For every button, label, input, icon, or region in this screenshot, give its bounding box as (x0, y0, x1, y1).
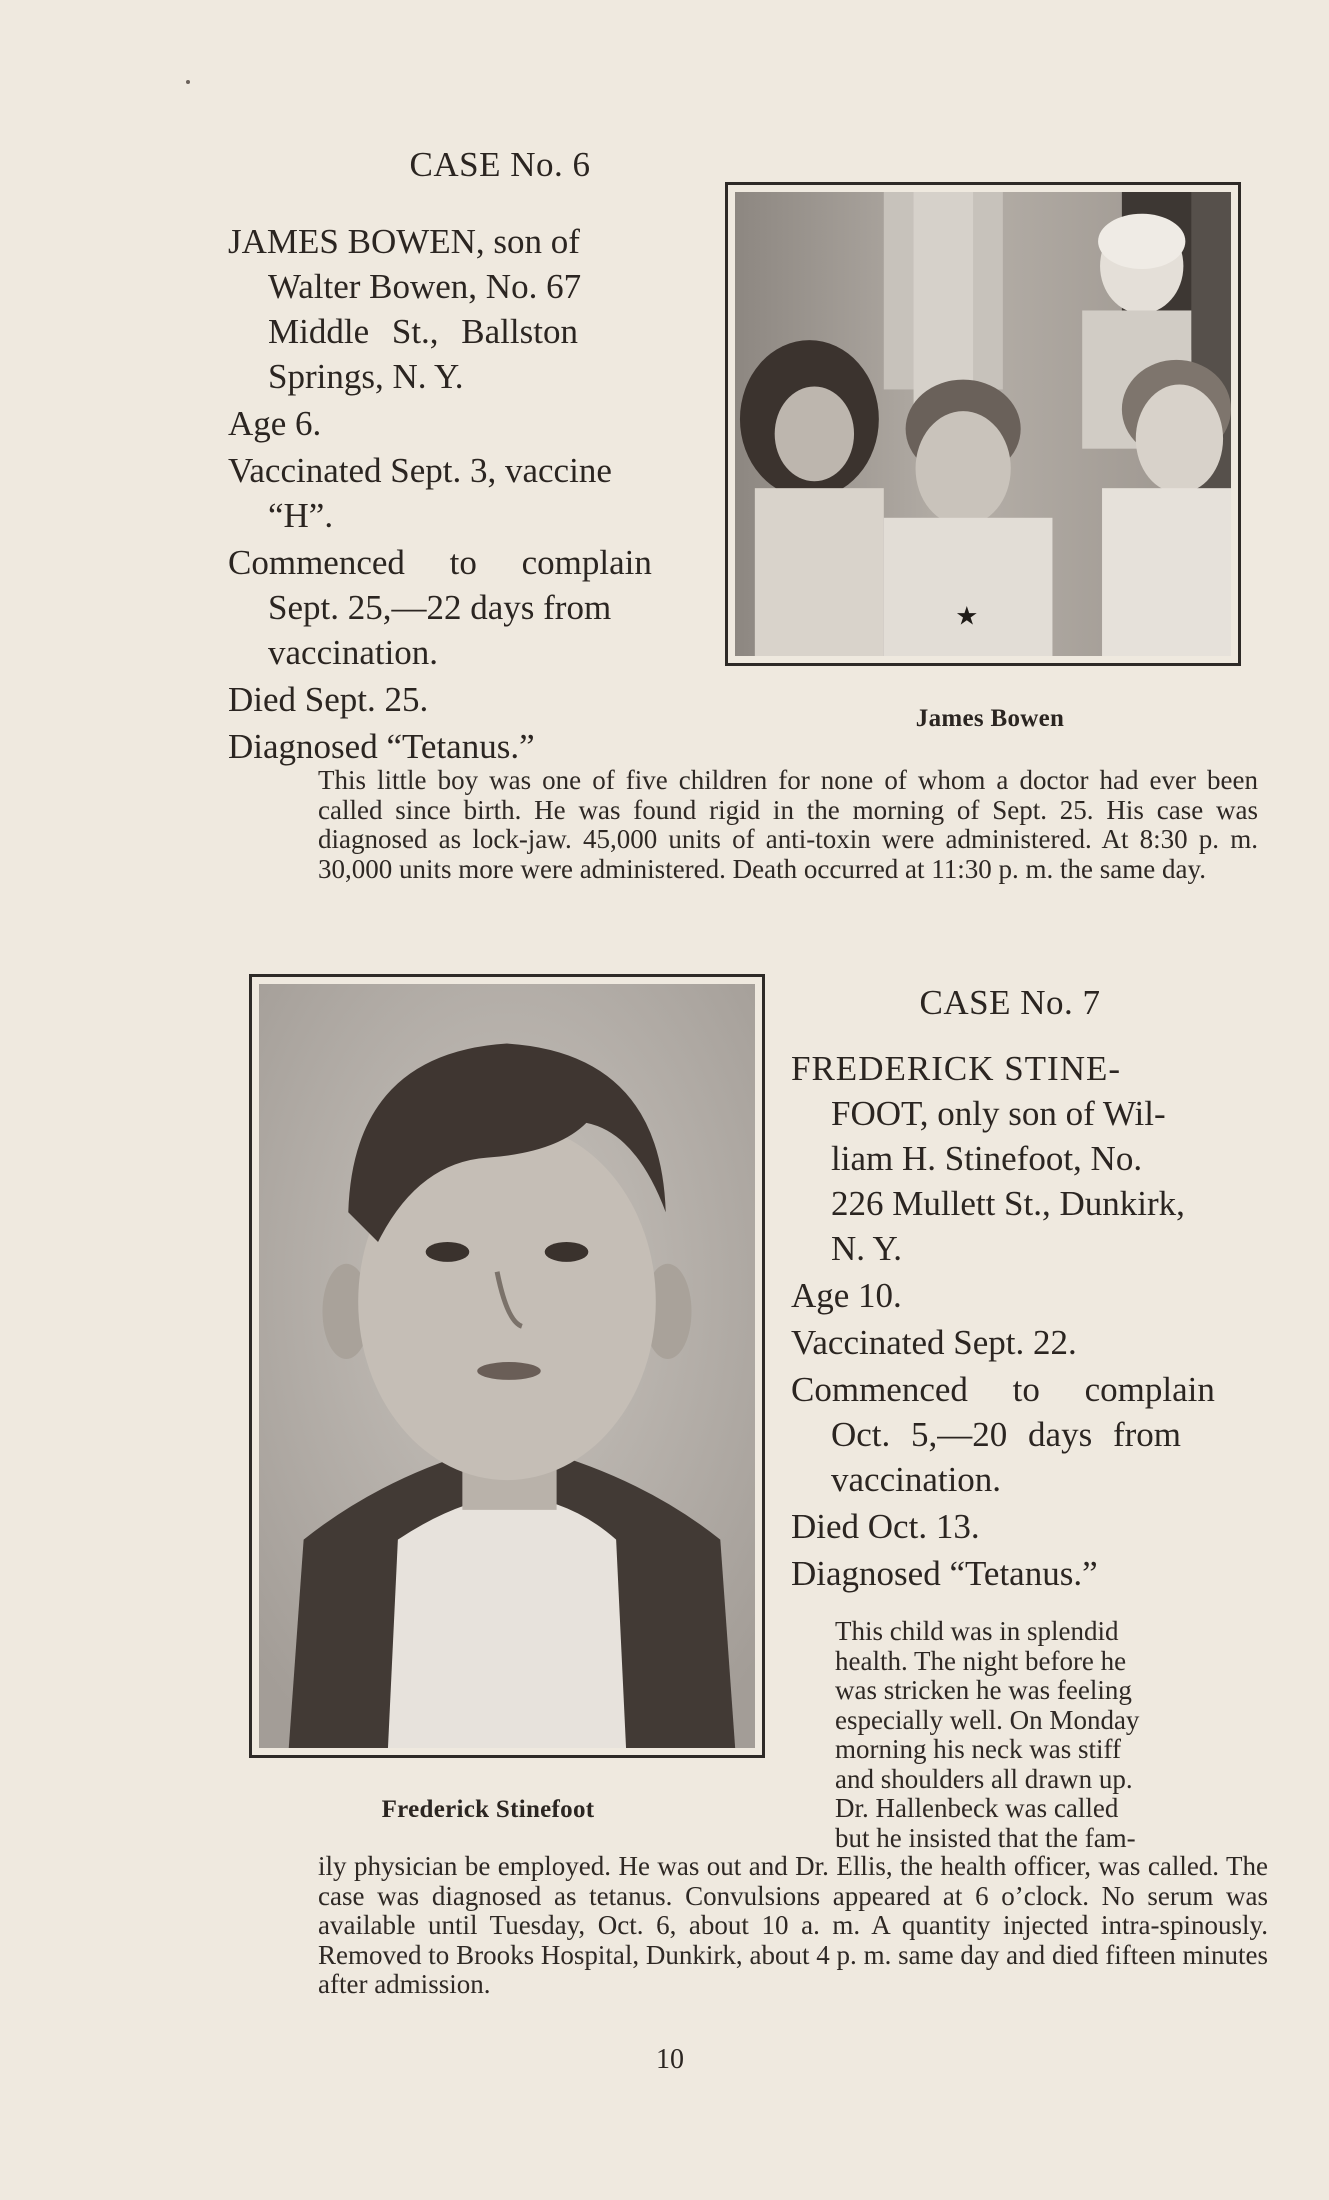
case-7-narrative-side: This child was in splendid health. The night before he was stricken he was feeling especially well. On Monday morning his neck was stiff and shoulders all drawn up. Dr. Hallenbeck was called but he insisted that the fam- (835, 1616, 1140, 1853)
case-6-vaccinated: Vaccinated Sept. 3, vaccine “H”. (228, 451, 612, 535)
case-6-died: Died Sept. 25. (228, 680, 429, 719)
case-7-details (791, 1046, 1264, 1596)
case-6-name-address: JAMES BOWEN, son of Walter Bowen, No. 67 Middle St., Ballston Springs, N. Y. (228, 222, 582, 396)
svg-text:★: ★ (955, 601, 979, 632)
case-7-commenced: Commenced to complain Oct. 5,—20 days from vaccination. (791, 1370, 1215, 1499)
case-6-age: Age 6. (228, 404, 322, 443)
james-bowen-photo (725, 182, 1241, 666)
case-6-commenced: Commenced to complain Sept. 25,—22 days from vaccination. (228, 543, 652, 672)
portrait-image (259, 984, 755, 1748)
case-6-details (228, 219, 702, 769)
case-7-diagnosed: Diagnosed “Tetanus.” (791, 1554, 1098, 1593)
case-7-name-address: FREDERICK STINE- FOOT, only son of Wil- liam H. Stinefoot, No. 226 Mullett St., Dunkirk, N. Y. (791, 1049, 1185, 1268)
page-number: 10 (656, 2044, 684, 2075)
paper-speck (186, 80, 190, 84)
james-bowen-caption: James Bowen (915, 705, 1065, 732)
case-7-vaccinated: Vaccinated Sept. 22. (791, 1323, 1077, 1362)
frederick-stinefoot-caption: Frederick Stinefoot (381, 1796, 595, 1823)
case-7-heading: CASE No. 7 (919, 983, 1101, 1022)
case-6-diagnosed: Diagnosed “Tetanus.” (228, 727, 535, 766)
case-7-age: Age 10. (791, 1276, 902, 1315)
case-6-heading: CASE No. 6 (409, 145, 591, 184)
case-6-narrative: This little boy was one of five children for none of whom a doctor had ever been called since birth. He was found rigid in the morning of Sept. 25. His case was diagnosed as lock-jaw. 45,000 units of anti-toxin were administered. At 8:30 p. m. 30,000 units more were administered. Death occurred at 11:30 p. m. the same day. (318, 765, 1258, 884)
frederick-stinefoot-photo (249, 974, 765, 1758)
group-photo-image (735, 192, 1231, 656)
case-7-narrative: ily physician be employed. He was out and Dr. Ellis, the health officer, was called. The case was diagnosed as tetanus. Convulsions appeared at 6 o’clock. No serum was available until Tuesday, Oct. 6, about 10 a. m. A quantity injected intra-spinously. Removed to Brooks Hospital, Dunkirk, about 4 p. m. same day and died fifteen minutes after admission. (318, 1851, 1268, 1999)
case-7-died: Died Oct. 13. (791, 1507, 980, 1546)
